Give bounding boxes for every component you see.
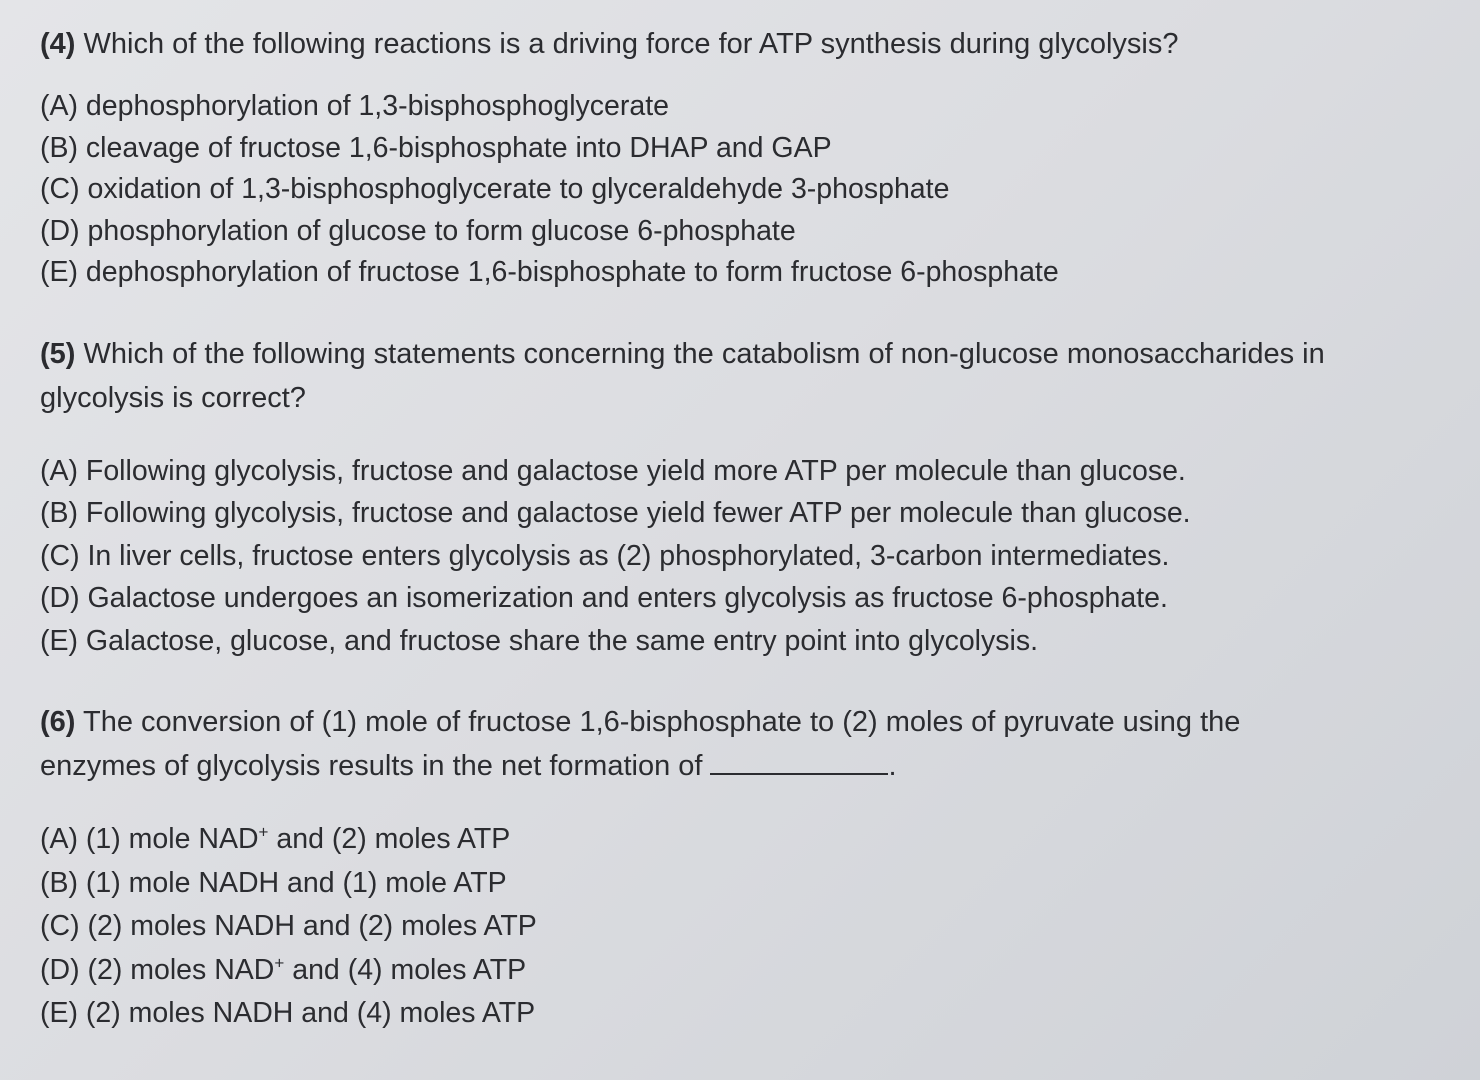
question-number: (5) <box>40 337 76 370</box>
answer-options <box>40 86 1440 294</box>
superscript-plus: + <box>258 822 269 842</box>
option-letter: (A) <box>40 454 78 487</box>
question-5 <box>40 332 1440 663</box>
answer-option-e[interactable] <box>40 992 1440 1036</box>
option-text: Galactose, glucose, and fructose share the same entry point into glycolysis. <box>85 624 1038 657</box>
option-letter: (C) <box>40 539 80 572</box>
option-text: (1) mole NADH and (1) mole ATP <box>85 866 507 899</box>
question-6 <box>40 700 1440 1036</box>
answer-option-b[interactable] <box>40 128 1440 170</box>
option-text: cleavage of fructose 1,6-bisphosphate into DHAP and GAP <box>85 131 832 164</box>
answer-option-d[interactable] <box>40 211 1440 253</box>
option-letter: (B) <box>40 131 78 164</box>
question-prompt <box>40 700 1440 788</box>
answer-option-a[interactable] <box>40 450 1440 493</box>
answer-option-c[interactable] <box>40 535 1440 578</box>
question-text-line-1: The conversion of (1) mole of fructose 1,6-bisphosphate to (2) moles of pyruvate using the <box>83 706 1241 738</box>
option-letter: (A) <box>40 823 78 855</box>
answer-option-c[interactable] <box>40 905 1440 949</box>
question-prompt <box>40 332 1440 420</box>
option-letter: (C) <box>40 910 80 942</box>
question-text-line-2: enzymes of glycolysis results in the net formation of <box>40 750 703 782</box>
answer-option-d[interactable] <box>40 577 1440 620</box>
question-4 <box>40 22 1440 294</box>
option-text: Following glycolysis, fructose and galactose yield more ATP per molecule than glucose. <box>85 454 1186 487</box>
option-text: dephosphorylation of 1,3-bisphosphoglycerate <box>85 90 669 122</box>
superscript-plus: + <box>274 953 285 972</box>
answer-option-d[interactable] <box>40 949 1440 993</box>
option-text: Following glycolysis, fructose and galactose yield fewer ATP per molecule than glucose. <box>85 497 1191 529</box>
option-text: Galactose undergoes an isomerization and enters glycolysis as fructose 6-phosphate. <box>87 582 1168 614</box>
question-number: (6) <box>40 706 76 738</box>
question-number: (4) <box>40 28 76 60</box>
question-text: Which of the following reactions is a driving force for ATP synthesis during glycolysis? <box>83 28 1179 60</box>
option-letter: (E) <box>40 256 78 288</box>
option-letter: (C) <box>40 173 80 205</box>
option-letter: (B) <box>40 866 78 899</box>
option-letter: (D) <box>40 214 80 247</box>
answer-option-e[interactable] <box>40 252 1440 294</box>
answer-option-b[interactable] <box>40 492 1440 535</box>
answer-option-a[interactable] <box>40 818 1440 862</box>
option-text: (2) moles NAD <box>87 953 275 986</box>
option-letter: (D) <box>40 582 80 614</box>
answer-option-a[interactable] <box>40 86 1440 128</box>
option-letter: (D) <box>40 953 80 986</box>
option-text: In liver cells, fructose enters glycolysis as (2) phosphorylated, 3-carbon intermediates. <box>87 539 1170 572</box>
answer-blank <box>710 751 888 775</box>
option-letter: (E) <box>40 624 78 657</box>
question-prompt <box>40 22 1440 66</box>
answer-options <box>40 818 1440 1036</box>
answer-option-e[interactable] <box>40 620 1440 663</box>
option-letter: (A) <box>40 90 78 122</box>
option-text: oxidation of 1,3-bisphosphoglycerate to glyceraldehyde 3-phosphate <box>87 173 950 205</box>
answer-option-c[interactable] <box>40 169 1440 211</box>
option-text-rest: and (2) moles ATP <box>268 823 511 855</box>
option-letter: (E) <box>40 997 78 1029</box>
option-text-rest: and (4) moles ATP <box>284 953 527 986</box>
option-text: (2) moles NADH and (4) moles ATP <box>85 997 536 1029</box>
option-text: dephosphorylation of fructose 1,6-bisphosphate to form fructose 6-phosphate <box>85 256 1059 288</box>
question-text-line-1: Which of the following statements concerning the catabolism of non-glucose monosaccharides in <box>83 337 1325 370</box>
answer-option-b[interactable] <box>40 862 1440 906</box>
option-text: (2) moles NADH and (2) moles ATP <box>87 910 537 942</box>
answer-options <box>40 450 1440 663</box>
option-letter: (B) <box>40 497 78 529</box>
question-text-line-2: glycolysis is correct? <box>40 381 306 414</box>
option-text: (1) mole NAD <box>85 823 259 855</box>
option-text: phosphorylation of glucose to form glucose 6-phosphate <box>87 214 796 247</box>
prompt-end-period: . <box>888 750 897 782</box>
